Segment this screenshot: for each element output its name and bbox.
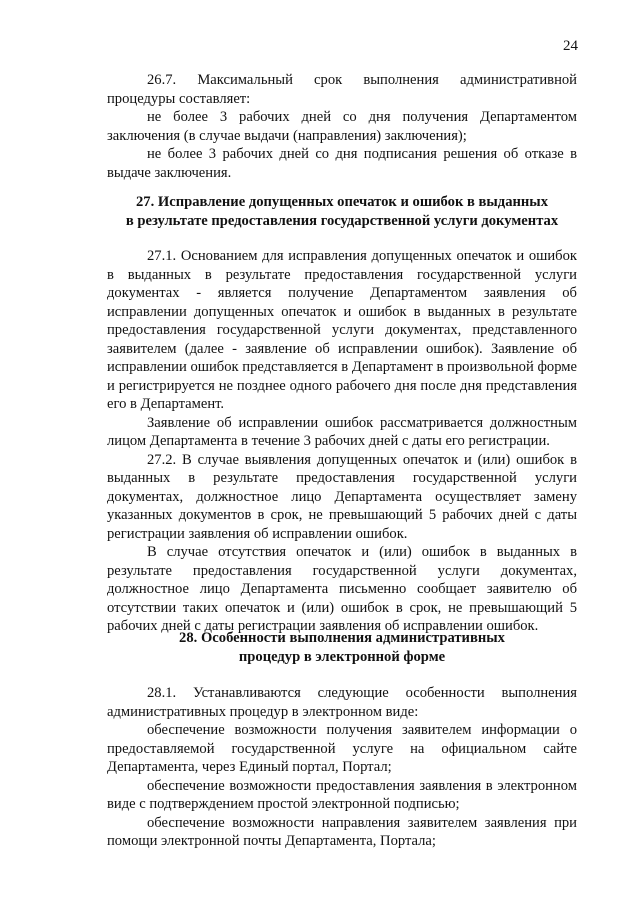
page-number: 24 <box>563 38 578 54</box>
paragraph: обеспечение возможности направления заявителем заявления при помощи электронной почты Департамента, Портала; <box>107 814 577 849</box>
section-27-heading <box>107 193 577 230</box>
section-27-body <box>107 247 577 636</box>
paragraph: 27.2. В случае выявления допущенных опечаток и (или) ошибок в выданных в результате предоставления государственной услуги документах, должностное лицо Департамента осуществляет замену указанных документов в срок, не превышающий 5 рабочих дней с даты регистрации заявления об исправлении ошибок. <box>107 451 577 542</box>
heading-line: процедур в электронной форме <box>238 648 446 665</box>
heading-line: 27. Исправление допущенных опечаток и ошибок в выданных <box>135 194 548 210</box>
paragraph: Заявление об исправлении ошибок рассматривается должностным лицом Департамента в течение 3 рабочих дней с даты его регистрации. <box>107 414 577 449</box>
section-28-heading <box>107 629 577 666</box>
paragraph: 26.7. Максимальный срок выполнения административной процедуры составляет: <box>107 72 577 107</box>
paragraph: не более 3 рабочих дней со дня подписания решения об отказе в выдаче заключения. <box>107 146 577 181</box>
paragraph: В случае отсутствия опечаток и (или) ошибок в выданных в результате предоставления государственной услуги документах, должностное лицо Департамента письменно сообщает заявителю об отсутствии таких опечаток и (или) ошибок в срок, не превышающий 5 рабочих дней с даты регистрации заявления об исправлении ошибок. <box>107 544 577 634</box>
section-28-body <box>107 684 577 851</box>
heading-line: 28. Особенности выполнения административных <box>179 630 505 646</box>
paragraph: не более 3 рабочих дней со дня получения Департаментом заключения (в случае выдачи (направления) заключения); <box>107 109 577 144</box>
paragraph: 27.1. Основанием для исправления допущенных опечаток и ошибок в выданных в результате предоставления государственной услуги документах - является получение Департаментом заявления об исправлении допущенных опечаток и ошибок в выданных в результате предоставления государственной услуги документах, представленного заявителем (далее - заявление об исправлении ошибок). Заявление об исправлении ошибок представляется в Департамент в произвольной форме и регистрируется не позднее одного рабочего дня после дня представления его в Департамент. <box>107 248 577 412</box>
heading-line: в результате предоставления государственной услуги документах <box>125 212 559 229</box>
paragraph: обеспечение возможности предоставления заявления в электронном виде с подтверждением простой электронной подписью; <box>107 777 577 812</box>
paragraph: обеспечение возможности получения заявителем информации о предоставляемой государственной услуге на официальном сайте Департамента, через Единый портал, Портал; <box>107 722 577 775</box>
paragraph: 28.1. Устанавливаются следующие особенности выполнения административных процедур в электронном виде: <box>107 685 577 720</box>
section-26-7 <box>107 71 577 182</box>
